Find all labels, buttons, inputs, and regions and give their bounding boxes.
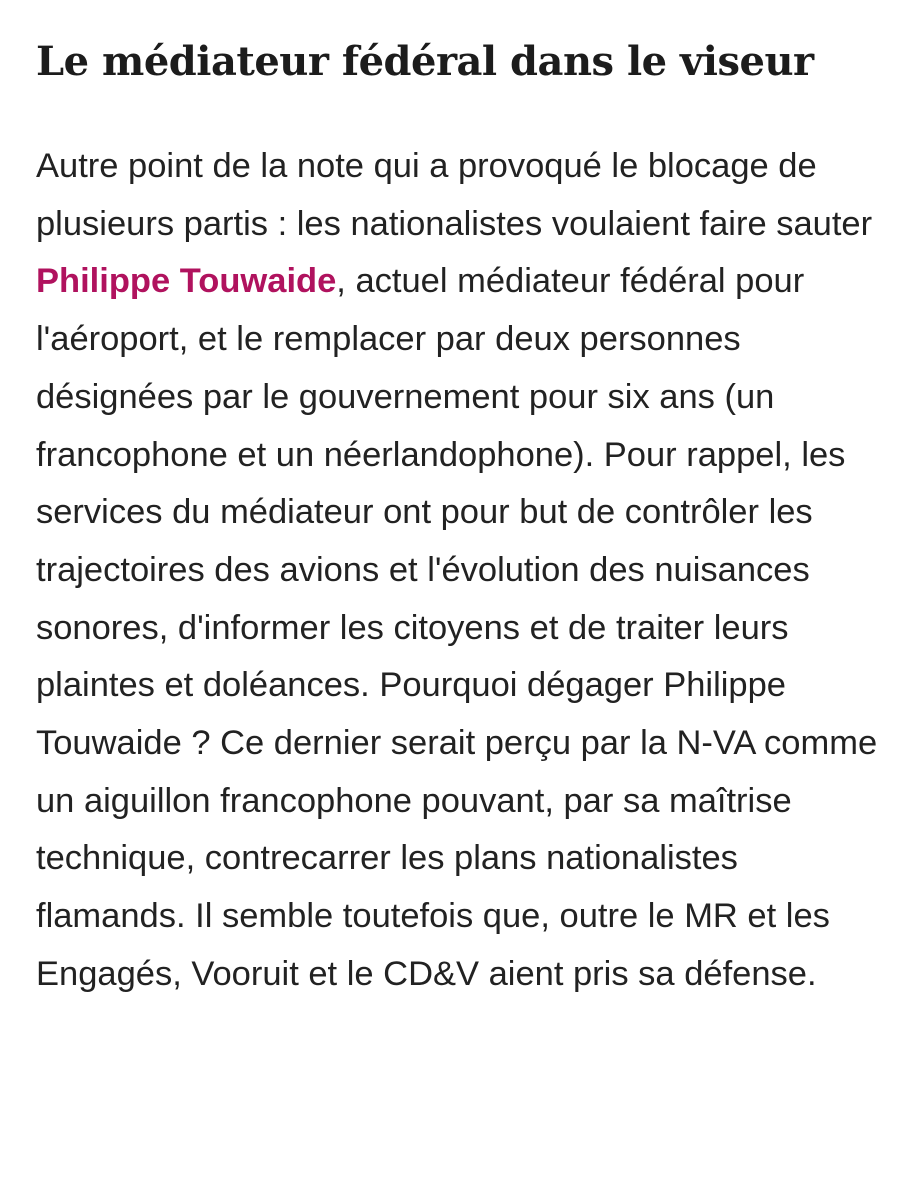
paragraph-text-start: Autre point de la note qui a provoqué le blocage de plusieurs partis : les nationalistes voulaient faire sauter xyxy=(36,147,873,243)
section-heading: Le médiateur fédéral dans le viseur xyxy=(36,38,814,85)
article xyxy=(36,30,886,1004)
article-paragraph xyxy=(36,138,886,1004)
paragraph-text-end: , actuel médiateur fédéral pour l'aéroport, et le remplacer par deux personnes désignées par le gouvernement pour six ans (un francophone et un néerlandophone). Pour rappel, les services du médiateur ont pour but de contrôler les trajectoires des avions et l'évolution des nuisances sonores, d'informer les citoyens et de traiter leurs plaintes et doléances. Pourquoi dégager Philippe Touwaide ? Ce dernier serait perçu par la N-VA comme un aiguillon francophone pouvant, par sa maîtrise technique, contrecarrer les plans nationalistes flamands. Il semble toutefois que, outre le MR et les Engagés, Vooruit et le CD&V aient pris sa défense. xyxy=(36,262,878,993)
person-link-philippe-touwaide[interactable]: Philippe Touwaide xyxy=(36,262,337,301)
